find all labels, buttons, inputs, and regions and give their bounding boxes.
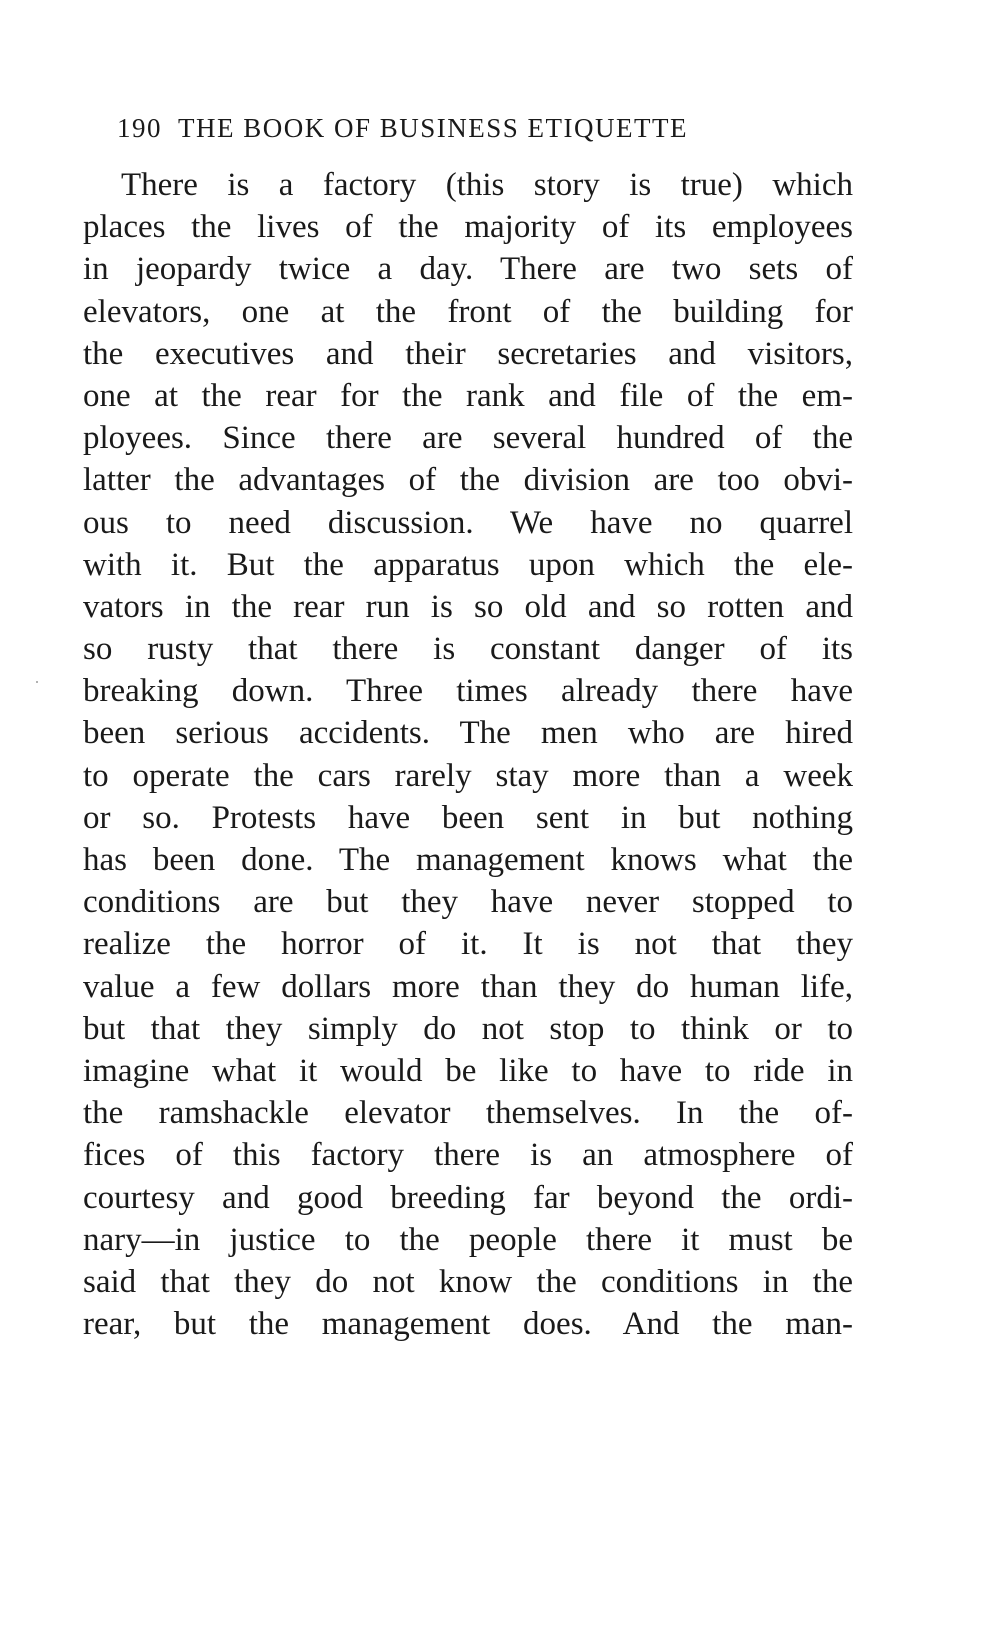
text-line: the executives and their secretaries and visitors, — [83, 335, 853, 372]
text-line: been serious accidents. The men who are hired — [83, 715, 853, 752]
text-line: but that they simply do not stop to think or to — [83, 1010, 853, 1047]
text-line: rear, but the management does. And the man- — [83, 1306, 853, 1343]
text-line: ployees. Since there are several hundred of the — [83, 420, 853, 457]
text-line: latter the advantages of the division are too obvi- — [83, 462, 853, 499]
text-line: breaking down. Three times already there have — [83, 673, 853, 710]
text-line: imagine what it would be like to have to ride in — [83, 1052, 853, 1089]
text-line: conditions are but they have never stopped to — [83, 884, 853, 921]
text-line: There is a factory (this story is true) which — [121, 167, 853, 203]
text-line: elevators, one at the front of the building for — [83, 293, 853, 330]
text-line: said that they do not know the conditions in the — [83, 1263, 853, 1300]
body-paragraph — [83, 164, 853, 1345]
text-line: one at the rear for the rank and file of the em- — [83, 377, 853, 414]
text-line: nary—in justice to the people there it must be — [83, 1221, 853, 1258]
text-line: or so. Protests have been sent in but nothing — [83, 799, 853, 836]
text-line: courtesy and good breeding far beyond the ordi- — [83, 1179, 853, 1216]
margin-speck — [36, 681, 38, 683]
text-line: with it. But the apparatus upon which the ele- — [83, 546, 853, 583]
text-line: the ramshackle elevator themselves. In the of- — [83, 1095, 853, 1132]
text-line: value a few dollars more than they do human life, — [83, 968, 853, 1005]
text-line: so rusty that there is constant danger of its — [83, 631, 853, 668]
text-line: to operate the cars rarely stay more than a week — [83, 757, 853, 794]
text-line: places the lives of the majority of its employees — [83, 209, 853, 246]
text-line: vators in the rear run is so old and so rotten and — [83, 588, 853, 625]
text-line: ous to need discussion. We have no quarrel — [83, 504, 853, 541]
text-line: realize the horror of it. It is not that they — [83, 926, 853, 963]
text-line: has been done. The management knows what the — [83, 842, 853, 878]
book-title: THE BOOK OF BUSINESS ETIQUETTE — [178, 113, 688, 143]
text-line: in jeopardy twice a day. There are two sets of — [83, 251, 853, 288]
running-head — [117, 108, 917, 148]
page-number: 190 — [117, 113, 162, 143]
text-line: fices of this factory there is an atmosphere of — [83, 1137, 853, 1174]
